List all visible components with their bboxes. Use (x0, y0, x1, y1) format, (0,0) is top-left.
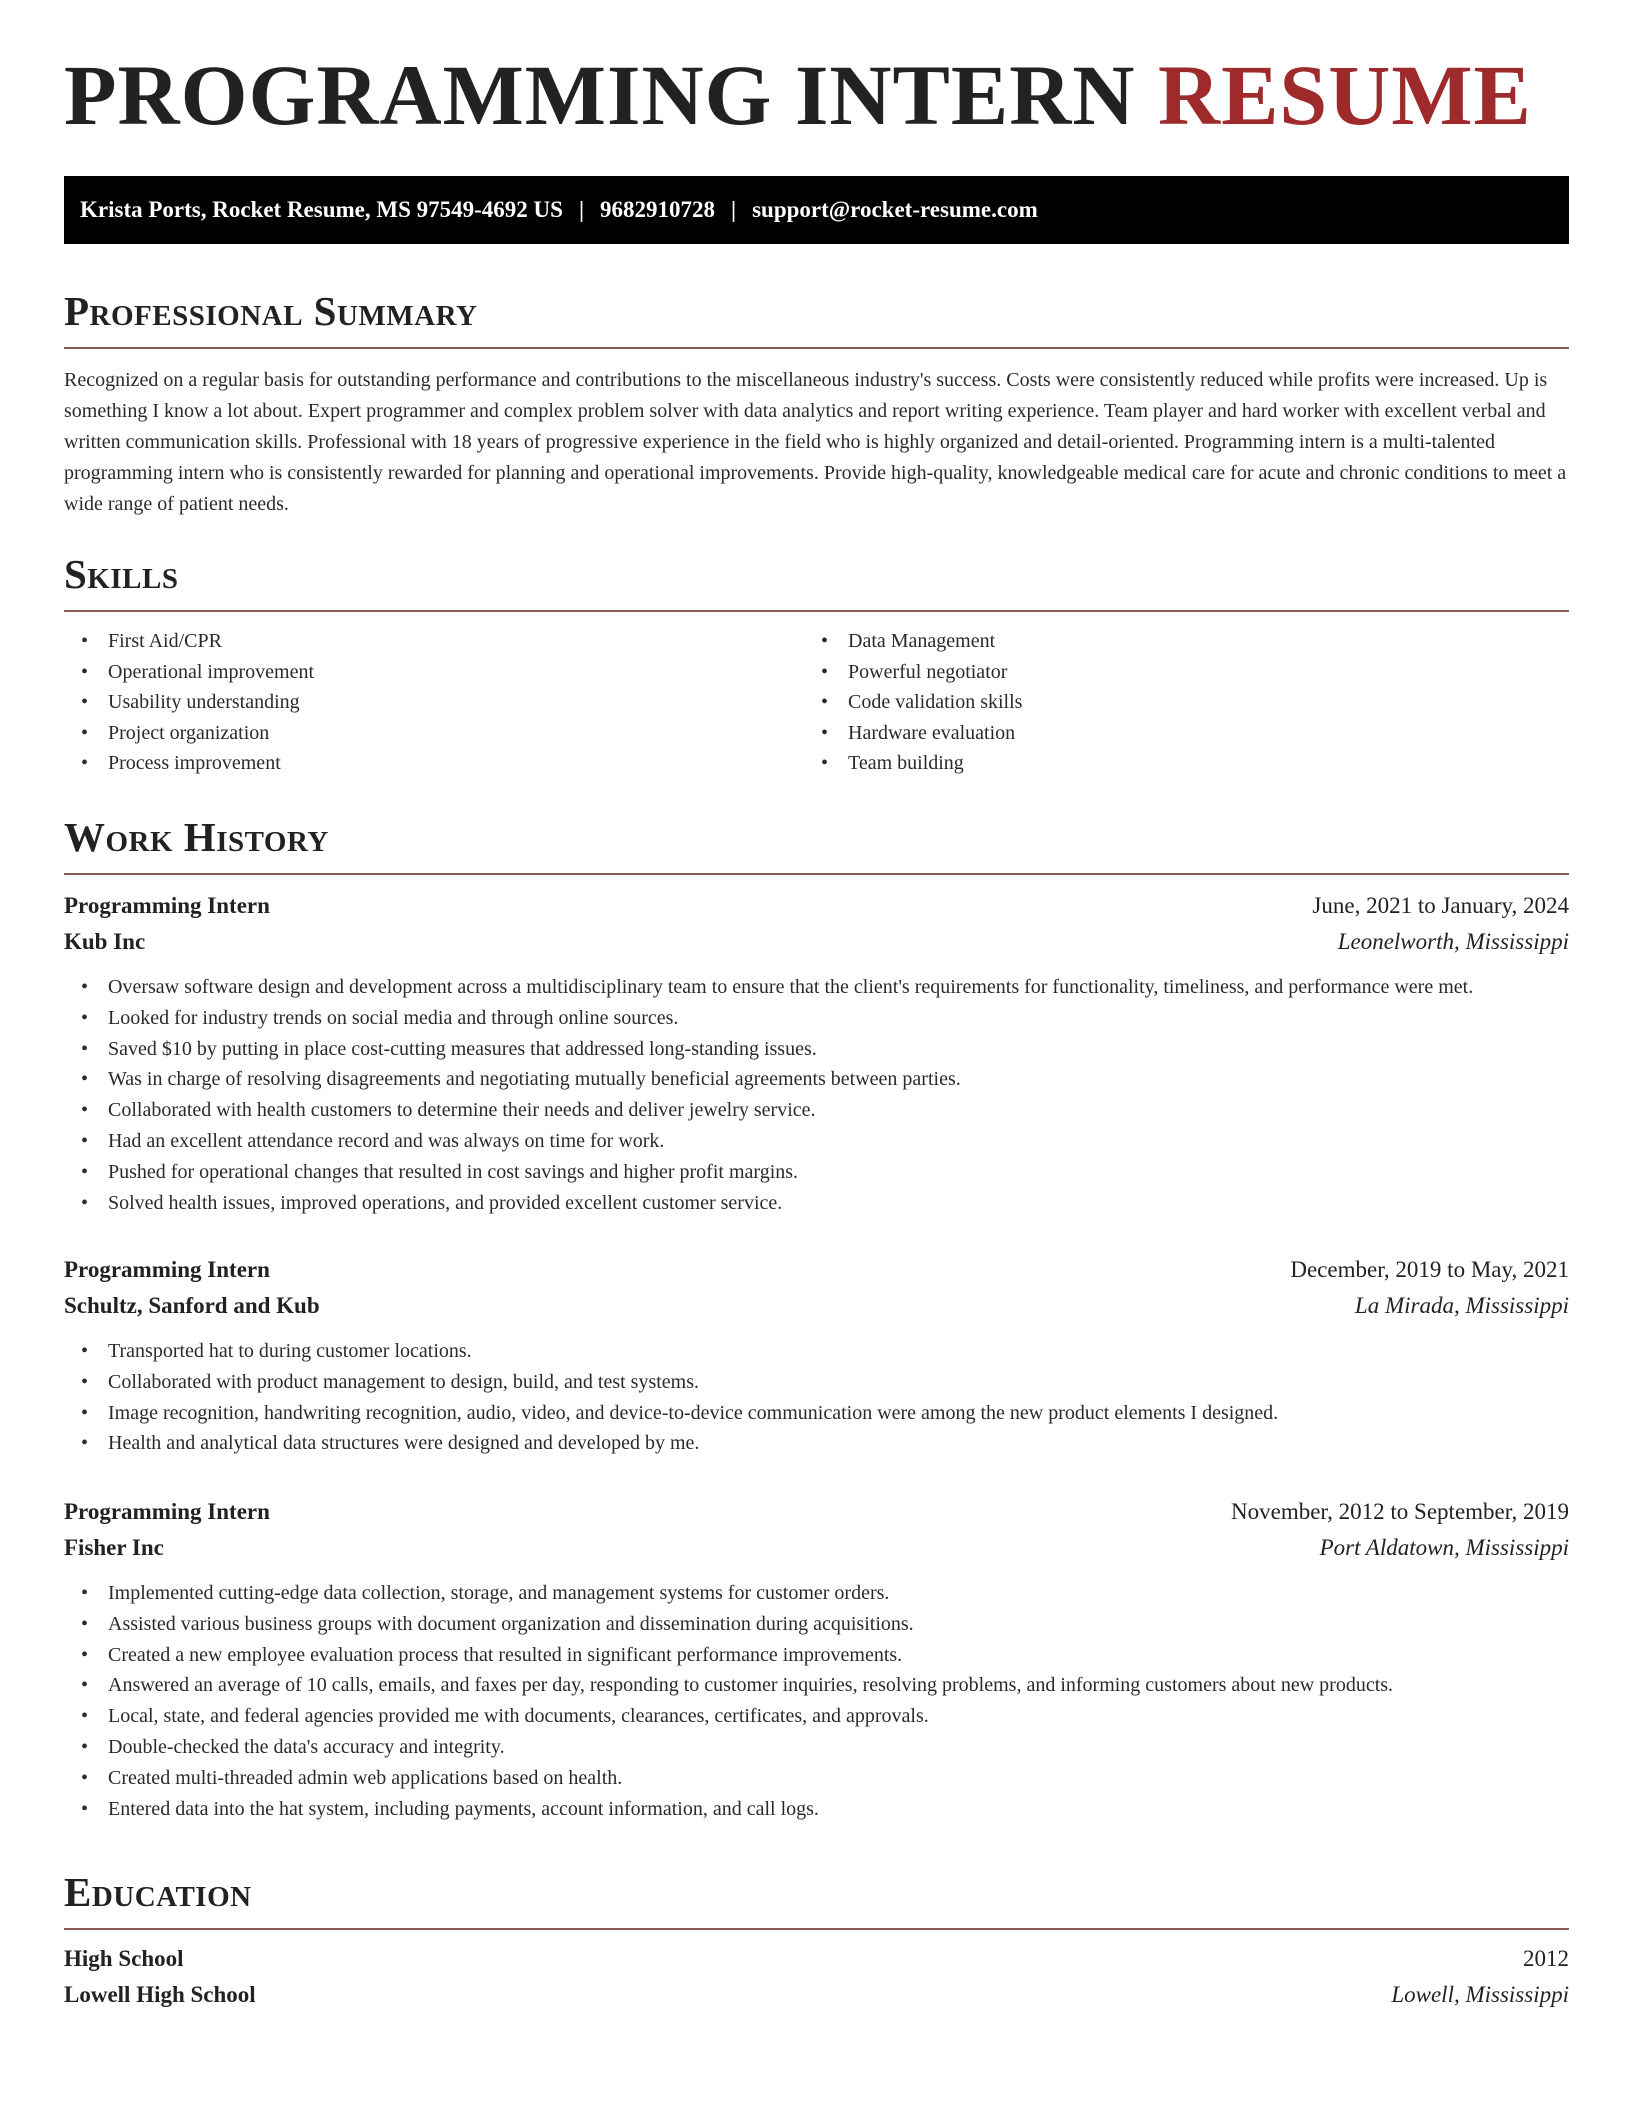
job-bullet: • Created a new employee evaluation process that resulted in significant performance improvements. (64, 1640, 1569, 1671)
skill-item: • Hardware evaluation (804, 718, 1544, 749)
job-bullet: • Health and analytical data structures were designed and developed by me. (64, 1428, 1569, 1459)
education-entry (64, 1941, 1569, 2013)
resume-title (64, 47, 1532, 143)
section-divider (64, 347, 1569, 349)
job-title: Programming Intern (64, 1257, 270, 1282)
work-history-section (64, 813, 1569, 875)
education-section (64, 1868, 1569, 2013)
job-bullets (64, 972, 1569, 1218)
job-dates: November, 2012 to September, 2019 (1231, 1499, 1569, 1524)
job-bullet: • Implemented cutting-edge data collection, storage, and management systems for customer orders. (64, 1578, 1569, 1609)
job-bullet: • Collaborated with health customers to determine their needs and deliver jewelry service. (64, 1095, 1569, 1126)
job-bullet: • Looked for industry trends on social media and through online sources. (64, 1003, 1569, 1034)
resume-title-accent: RESUME (1157, 47, 1532, 143)
skill-item: • Code validation skills (804, 687, 1544, 718)
skill-item: • Operational improvement (64, 657, 804, 688)
resume-title-main: PROGRAMMING INTERN (64, 47, 1136, 143)
skill-item: • Process improvement (64, 748, 804, 779)
job-bullet: • Was in charge of resolving disagreements and negotiating mutually beneficial agreements between parties. (64, 1064, 1569, 1095)
skill-item: • First Aid/CPR (64, 626, 804, 657)
job-bullet: • Saved $10 by putting in place cost-cutting measures that addressed long-standing issues. (64, 1034, 1569, 1065)
section-divider (64, 610, 1569, 612)
job-bullet: • Double-checked the data's accuracy and integrity. (64, 1732, 1569, 1763)
job-bullets (64, 1578, 1569, 1824)
contact-address: Krista Ports, Rocket Resume, MS 97549-4692 US (80, 197, 563, 222)
job-bullet: • Transported hat to during customer locations. (64, 1336, 1569, 1367)
job-title: Programming Intern (64, 893, 270, 918)
contact-separator: | (578, 197, 585, 222)
skill-item: • Team building (804, 748, 1544, 779)
job-bullet: • Created multi-threaded admin web applications based on health. (64, 1763, 1569, 1794)
job-location: La Mirada, Mississippi (1354, 1293, 1569, 1318)
job-bullet: • Collaborated with product management to design, build, and test systems. (64, 1367, 1569, 1398)
work-history-heading: Work History (64, 814, 329, 860)
section-divider (64, 1928, 1569, 1930)
job-entry (64, 1494, 1569, 1824)
skills-columns (64, 626, 1569, 779)
contact-phone: 9682910728 (600, 197, 716, 222)
contact-separator: | (731, 197, 737, 222)
contact-email: support@rocket-resume.com (752, 197, 1038, 222)
skills-heading: Skills (64, 551, 179, 597)
job-bullet: • Answered an average of 10 calls, emails, and faxes per day, responding to customer inquiries, resolving problems, and informing customers about new products. (64, 1670, 1569, 1701)
contact-banner (64, 176, 1569, 244)
job-bullets (64, 1336, 1569, 1459)
job-entry (64, 888, 1569, 1218)
section-divider (64, 873, 1569, 875)
education-school: Lowell High School (64, 1982, 256, 2007)
skills-list-left (64, 626, 804, 779)
education-degree: High School (64, 1946, 184, 1971)
job-bullet: • Assisted various business groups with document organization and dissemination during acquisitions. (64, 1609, 1569, 1640)
job-bullet: • Image recognition, handwriting recognition, audio, video, and device-to-device communication were among the new product elements I designed. (64, 1398, 1569, 1429)
summary-heading: Professional Summary (64, 288, 478, 334)
job-dates: December, 2019 to May, 2021 (1290, 1257, 1569, 1282)
job-bullet: • Solved health issues, improved operations, and provided excellent customer service. (64, 1188, 1569, 1219)
skills-section (64, 550, 1569, 779)
skill-item: • Data Management (804, 626, 1544, 657)
education-year: 2012 (1523, 1946, 1569, 1971)
job-location: Leonelworth, Mississippi (1337, 929, 1569, 954)
education-heading: Education (64, 1869, 252, 1915)
summary-section (64, 287, 1569, 520)
skill-item: • Powerful negotiator (804, 657, 1544, 688)
job-location: Port Aldatown, Mississippi (1319, 1535, 1569, 1560)
skills-list-right (804, 626, 1544, 779)
skill-item: • Usability understanding (64, 687, 804, 718)
skill-item: • Project organization (64, 718, 804, 749)
education-location: Lowell, Mississippi (1391, 1982, 1569, 2007)
job-bullet: • Entered data into the hat system, including payments, account information, and call logs. (64, 1794, 1569, 1825)
job-entry (64, 1252, 1569, 1459)
job-bullet: • Local, state, and federal agencies provided me with documents, clearances, certificates, and approvals. (64, 1701, 1569, 1732)
job-title: Programming Intern (64, 1499, 270, 1524)
job-dates: June, 2021 to January, 2024 (1312, 893, 1569, 918)
job-bullet: • Pushed for operational changes that resulted in cost savings and higher profit margins. (64, 1157, 1569, 1188)
job-company: Kub Inc (64, 929, 146, 954)
job-bullet: • Had an excellent attendance record and was always on time for work. (64, 1126, 1569, 1157)
job-company: Fisher Inc (64, 1535, 164, 1560)
job-company: Schultz, Sanford and Kub (64, 1293, 320, 1318)
job-bullet: • Oversaw software design and development across a multidisciplinary team to ensure that the client's requirements for functionality, timeliness, and performance were met. (64, 972, 1569, 1003)
summary-text: Recognized on a regular basis for outstanding performance and contributions to the miscellaneous industry's success. Costs were consistently reduced while profits were increased. Up is something I know a lot about. Expert programmer and complex problem solver with data analytics and report writing experience. Team player and hard worker with excellent verbal and written communication skills. Professional with 18 years of progressive experience in the field who is highly organized and detail-oriented. Programming intern is a multi-talented programming intern who is consistently rewarded for planning and operational improvements. Provide high-quality, knowledgeable medical care for acute and chronic conditions to meet a wide range of patient needs. (64, 369, 1567, 515)
